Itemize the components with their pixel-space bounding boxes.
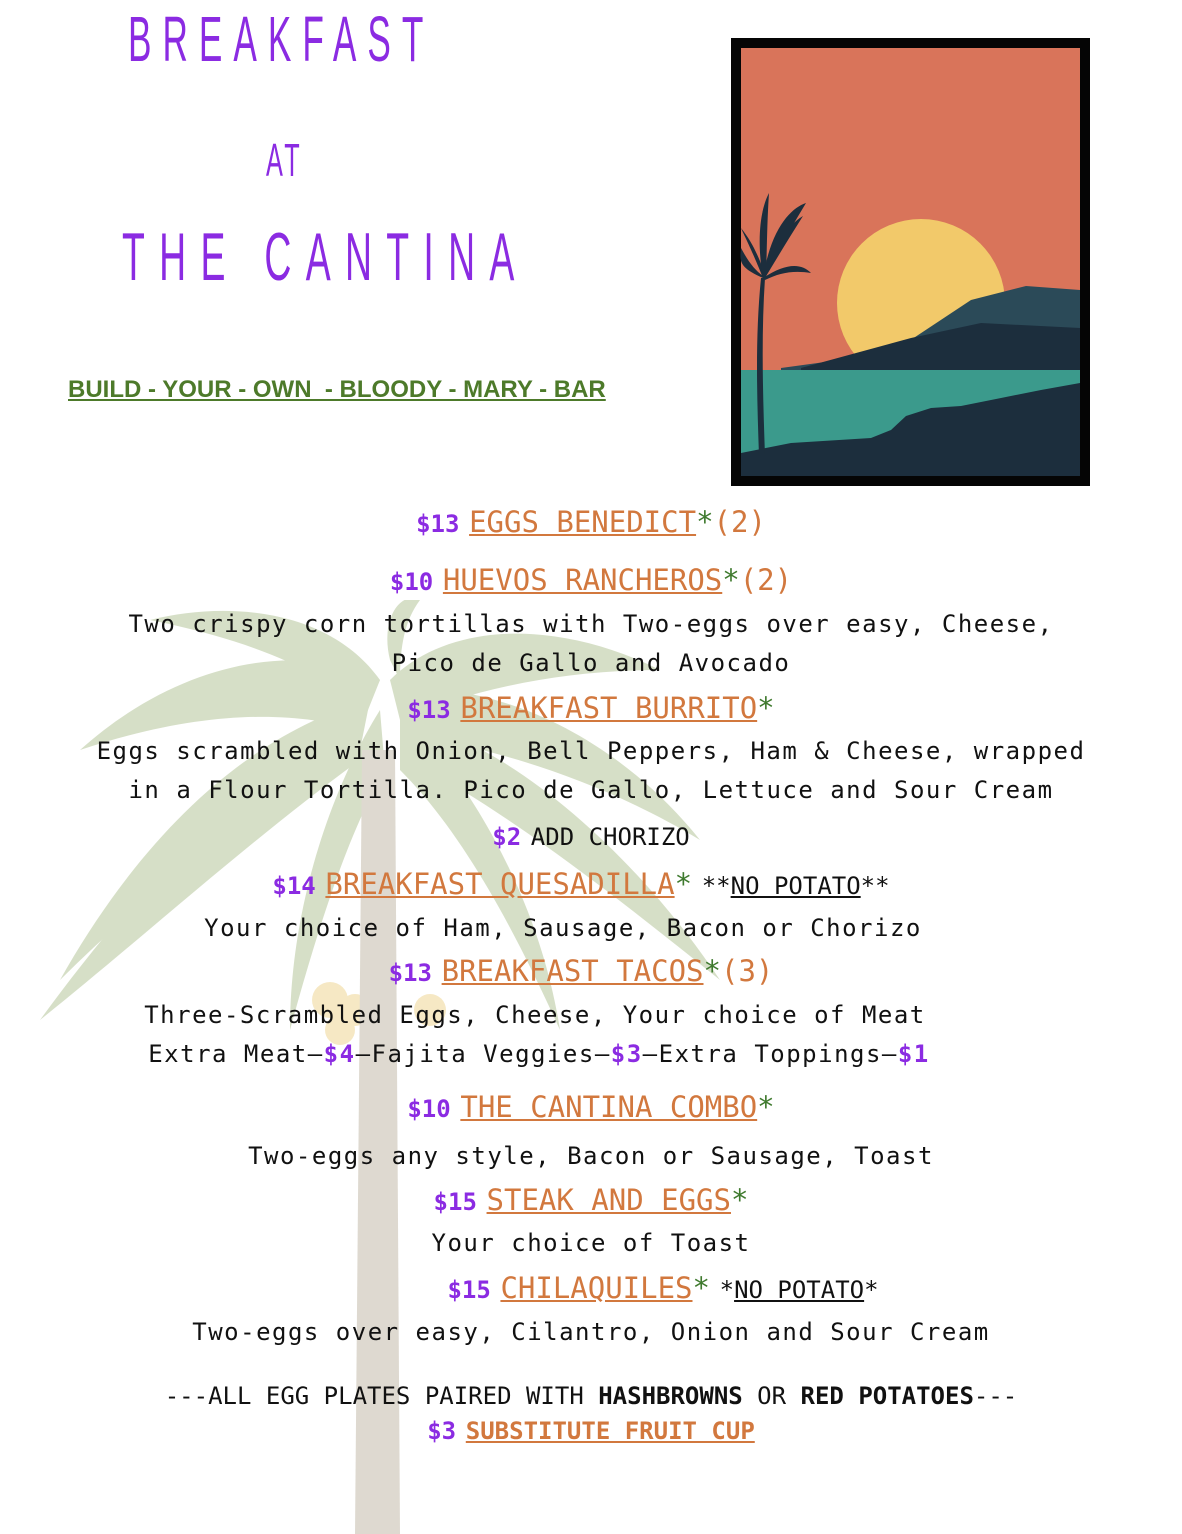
fajita-label: —Fajita Veggies— (355, 1040, 611, 1068)
item-name-link[interactable]: BREAKFAST TACOS (441, 954, 704, 988)
item-price: $15 (447, 1276, 491, 1304)
menu-item-breakfast-quesadilla (0, 867, 1172, 901)
note-prefix: ** (701, 872, 731, 900)
item-star: * (692, 1271, 710, 1305)
note-suffix: * (864, 1276, 879, 1304)
item-price: $14 (272, 872, 316, 900)
hashbrowns-label: HASHBROWNS (598, 1382, 743, 1410)
red-potatoes-label: RED POTATOES (800, 1382, 974, 1410)
menu-item-huevos-rancheros (0, 563, 1182, 597)
bloody-mary-bar-link[interactable]: BUILD - YOUR - OWN - BLOODY - MARY - BAR (68, 376, 606, 403)
item-qty: (3) (720, 954, 774, 988)
item-description: Pico de Gallo and Avocado (391, 649, 791, 677)
egg-plates-note (0, 1382, 1182, 1410)
item-price: $10 (389, 568, 434, 596)
item-description: Two crispy corn tortillas with Two-eggs over easy, Cheese, (128, 610, 1054, 638)
fruit-price: $3 (427, 1417, 457, 1445)
item-description: Your choice of Ham, Sausage, Bacon or Chorizo (204, 914, 922, 942)
menu-item-steak-and-eggs (0, 1183, 1182, 1217)
item-description: Three-Scrambled Eggs, Cheese, Your choice of Meat (144, 1001, 926, 1029)
item-star: * (722, 563, 740, 597)
item-star: * (696, 505, 714, 539)
item-star: * (757, 1090, 775, 1124)
item-description: Two-eggs over easy, Cilantro, Onion and Sour Cream (192, 1318, 990, 1346)
item-description: in a Flour Tortilla. Pico de Gallo, Lettuce and Sour Cream (128, 776, 1054, 804)
item-price: $13 (407, 696, 451, 724)
item-name-link[interactable]: HUEVOS RANCHEROS (442, 563, 723, 597)
item-name-link[interactable]: STEAK AND EGGS (486, 1183, 731, 1217)
item-price: $13 (388, 959, 432, 987)
extra-meat-price: $4 (323, 1040, 356, 1068)
item-qty: (2) (739, 563, 793, 597)
item-name-link[interactable]: CHILAQUILES (500, 1271, 693, 1305)
fruit-cup-link[interactable]: SUBSTITUTE FRUIT CUP (465, 1417, 755, 1445)
footer-pre: ---ALL EGG PLATES PAIRED WITH (164, 1382, 599, 1410)
title-breakfast: BREAKFAST (128, 3, 435, 75)
item-star: * (703, 954, 721, 988)
menu-item-breakfast-burrito (0, 691, 1182, 725)
note-prefix: * (719, 1276, 735, 1304)
addon-price: $2 (492, 823, 522, 851)
toppings-price: $1 (897, 1040, 930, 1068)
no-potato-note: NO POTATO (734, 1276, 865, 1304)
menu-item-cantina-combo (0, 1090, 1182, 1124)
menu-item-breakfast-tacos (0, 954, 1172, 988)
item-star: * (757, 691, 775, 725)
menu-item-chilaquiles (72, 1271, 1182, 1305)
taco-extras (0, 1040, 1130, 1068)
item-name-link[interactable]: BREAKFAST QUESADILLA (325, 867, 675, 901)
item-price: $13 (416, 510, 460, 538)
footer-mid: OR (742, 1382, 801, 1410)
item-name-link[interactable]: BREAKFAST BURRITO (460, 691, 758, 725)
title-at: AT (266, 134, 304, 186)
item-name-link[interactable]: THE CANTINA COMBO (460, 1090, 758, 1124)
addon-label: ADD CHORIZO (530, 823, 690, 851)
footer-post: --- (973, 1382, 1018, 1410)
palm-sunset-illustration (731, 38, 1090, 486)
no-potato-note: NO POTATO (730, 872, 861, 900)
menu-item-eggs-benedict (0, 505, 1182, 539)
toppings-label: —Extra Toppings— (642, 1040, 898, 1068)
addon-chorizo (0, 823, 1182, 851)
item-price: $15 (433, 1188, 477, 1216)
item-price: $10 (407, 1095, 451, 1123)
item-star: * (730, 1183, 749, 1217)
item-qty: (2) (713, 505, 766, 539)
item-description: Two-eggs any style, Bacon or Sausage, Toast (248, 1142, 934, 1170)
fruit-cup-substitute (0, 1417, 1182, 1445)
item-name-link[interactable]: EGGS BENEDICT (469, 505, 697, 539)
note-suffix: ** (860, 872, 890, 900)
item-star: * (674, 867, 693, 901)
fajita-price: $3 (610, 1040, 643, 1068)
item-description: Your choice of Toast (431, 1229, 751, 1257)
item-description: Eggs scrambled with Onion, Bell Peppers, Ham & Cheese, wrapped (96, 737, 1086, 765)
title-the-cantina: THE CANTINA (122, 219, 529, 295)
extra-meat-label: Extra Meat— (148, 1040, 324, 1068)
